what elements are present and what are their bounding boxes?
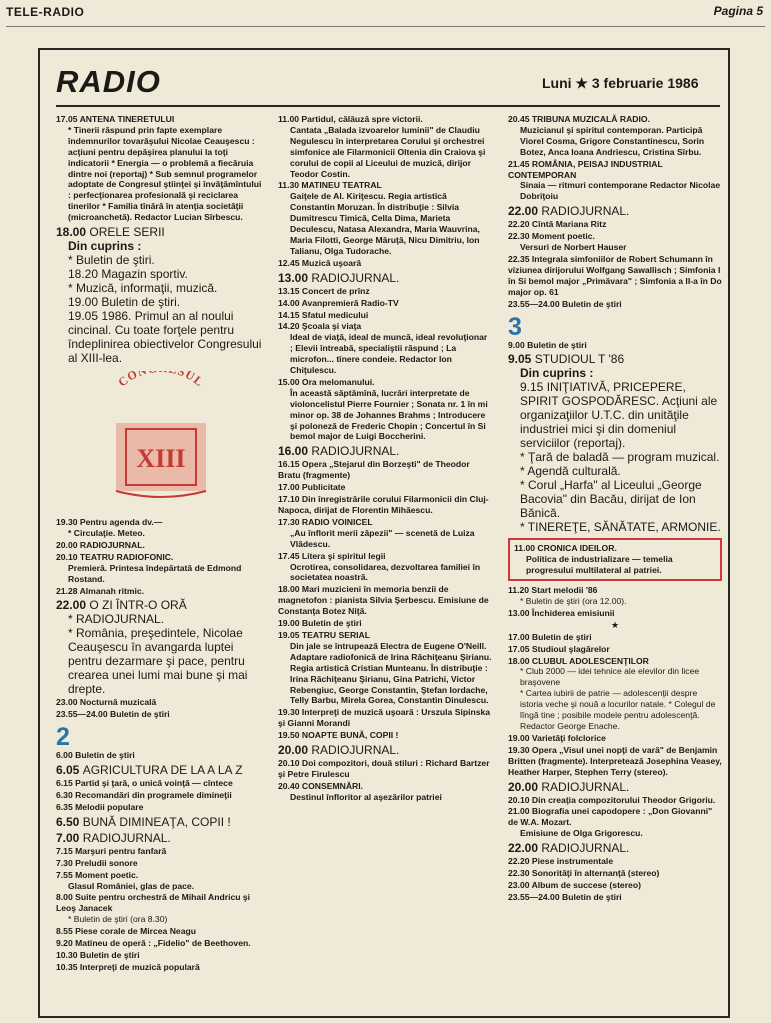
program-title: TRIBUNA MUZICALĂ RADIO.: [531, 114, 650, 124]
program-item: [508, 219, 722, 230]
program-time: 6.05: [56, 763, 83, 778]
program-time: 15.00: [278, 376, 302, 387]
program-item: [56, 802, 262, 813]
program-title: Mari muzicieni în memoria benzii de magnetofon : pianista Silvia Şerbescu. Emisiune de Constanţa Botez Niţă.: [278, 584, 489, 617]
program-title: RADIOJURNAL.: [311, 444, 400, 459]
program-description: Gaiţele de Al. Kiriţescu. Regia artistică Constantin Moruzan. În distribuţie : Silvia Dumitrescu Timică, Cella Dima, Marieta Deculescu, Natasa Alexandra, Maria Wauvrina, Maria Filotti, George Măruţă, Nicu Dimitriu, Ion Talianu, Olga Tudorache.: [290, 191, 480, 256]
program-time: 6.15: [56, 778, 76, 789]
program-title: Avanpremieră Radio-TV: [301, 297, 399, 308]
program-item: [508, 868, 722, 879]
program-time: 19.50: [278, 730, 302, 741]
program-title: Preludii sonore: [75, 857, 138, 868]
program-item: [56, 815, 262, 829]
program-item: [508, 585, 722, 607]
program-item: [56, 790, 262, 801]
program-time: 20.45: [508, 114, 532, 124]
program-item: [278, 321, 492, 376]
program-item: [508, 892, 722, 903]
program-title: Melodii populare: [75, 801, 144, 812]
program-item: [508, 856, 722, 867]
program-title: Piese instrumentale: [531, 856, 614, 867]
program-item: [278, 377, 492, 442]
program-item: [56, 926, 262, 937]
program-time: 20.00: [278, 743, 312, 758]
program-title: ROMÂNIA, PEISAJ INDUSTRIAL CONTEMPORAN: [508, 158, 663, 180]
program-time: 7.00: [56, 830, 83, 845]
program-title: TEATRU SERIAL: [301, 629, 371, 640]
program-time: 11.30: [278, 180, 302, 191]
program-title: Cîntă Mariana Ritz: [531, 219, 607, 230]
program-title: Almanah ritmic.: [79, 585, 145, 596]
highlight-box: [508, 538, 722, 581]
program-title: Interpreţi de muzică uşoară : Urszula Sipinska şi Gianni Morandi: [278, 707, 491, 729]
program-title: O ZI ÎNTR-O ORĂ: [89, 598, 187, 613]
program-title: Piese corale de Mircea Neagu: [75, 926, 196, 937]
program-title: Doi compozitori, două stiluri : Richard Bartzer şi Petre Firulescu: [278, 758, 490, 779]
program-title: Marşuri pentru fanfară: [75, 845, 167, 856]
program-title: Buletin de ştiri: [75, 750, 135, 761]
program-time: 19.00: [508, 732, 532, 743]
program-item: [56, 763, 262, 777]
program-item: [278, 630, 492, 706]
program-subitem: * România, preşedintele, Nicolae Ceauşescu în avangarda luptei pentru dezarmare şi pace, pentru crearea unei lumi mai bune şi mai drepte.: [68, 626, 248, 697]
program-item: [278, 444, 492, 458]
program-description: „Au înflorit merii zăpezii" — scenetă de Luiza Vlădescu.: [290, 527, 475, 549]
program-subitem: * TINEREŢE, SĂNĂTATE, ARMONIE.: [520, 520, 721, 535]
program-time: 17.30: [278, 516, 302, 527]
program-title: Moment poetic.: [531, 231, 595, 242]
program-time: 16.00: [278, 444, 312, 459]
program-description: Premieră. Printesa îndepărtată de Edmond Rostand.: [68, 562, 242, 584]
program-time: 22.20: [508, 856, 532, 867]
page-number: Pagina 5: [713, 4, 763, 18]
program-description: Politica de industrializare — temelia progresului multilateral al patriei.: [526, 554, 673, 576]
program-time: 17.45: [278, 550, 302, 561]
program-title: Buletin de ştiri: [527, 339, 587, 350]
program-subitem: Redactor George Enache.: [520, 721, 620, 731]
program-item: [508, 644, 722, 655]
program-title: Buletin de ştiri: [301, 618, 362, 629]
program-title: Concert de prînz: [301, 285, 370, 296]
emblem-shape: [116, 491, 206, 497]
program-item: [56, 114, 262, 223]
column-2: [278, 114, 492, 804]
program-time: 7.30: [56, 857, 76, 868]
program-time: 8.55: [56, 926, 76, 937]
program-time: 19.30: [508, 744, 532, 755]
program-time: 22.00: [56, 598, 90, 613]
program-time-title: 11.00 CRONICA IDEILOR.: [514, 543, 617, 554]
program-title: RADIOJURNAL.: [82, 830, 171, 845]
program-item: [278, 584, 492, 617]
program-time: 10.35: [56, 961, 80, 972]
program-time: 7.55: [56, 869, 76, 880]
program-subitem: * Ţară de baladă — program muzical.: [520, 450, 720, 465]
program-time: 16.15: [278, 459, 302, 470]
program-subitem: * RADIOJURNAL.: [68, 612, 165, 627]
program-item: [508, 608, 722, 619]
program-time: 19.30: [56, 517, 80, 528]
title-rule: [56, 105, 720, 107]
program-time: 20.00: [56, 539, 80, 550]
program-item: [278, 114, 492, 179]
program-time: 17.10: [278, 494, 302, 505]
program-item: [278, 551, 492, 584]
program-item: [508, 340, 722, 351]
program-title: Buletin de ştiri: [531, 631, 592, 642]
program-subitem: 9.15 INIŢIATIVĂ, PRICEPERE, SPIRIT GOSPODĂRESC. Acţiuni ale organizaţiilor U.T.C. din unităţile industriei mici şi din domeniul serviciilor (reportaj).: [520, 380, 718, 451]
program-item: [278, 482, 492, 493]
program-item: [508, 352, 722, 534]
program-description: Emisiune de Olga Grigorescu.: [520, 828, 643, 839]
program-time: 20.10: [278, 758, 302, 769]
program-subitem: * Buletin de ştiri (ora 12.00).: [520, 596, 627, 607]
program-title: RADIOJURNAL.: [311, 743, 400, 758]
program-subitem: * Muzică, informaţii, muzică.: [68, 281, 218, 296]
program-time: 21.00: [508, 806, 532, 817]
program-item: [56, 225, 262, 365]
program-title: Opera „Stejarul din Borzeşti" de Theodor Bratu (fragmente): [278, 459, 470, 481]
program-title: RADIOJURNAL.: [311, 270, 400, 285]
program-time: 17.00: [278, 482, 302, 493]
program-title: Buletin de ştiri: [562, 891, 622, 902]
program-time: 22.30: [508, 868, 532, 879]
program-title: RADIOJURNAL.: [541, 841, 630, 856]
program-title: Litera şi spiritul legii: [301, 550, 386, 561]
program-title: Biografia unei capodopere : „Don Giovanni" de W.A. Mozart.: [508, 806, 713, 828]
program-item: [56, 938, 262, 949]
program-description: Muzicianul şi spiritul contemporan. Participă Viorel Cosma, Grigore Constantinescu, Sorin Botez, Anca Ioana Andriescu, Cristina Sîrbu.: [520, 124, 705, 157]
program-item: [56, 598, 262, 696]
program-title: ANTENA TINERETULUI: [79, 114, 175, 124]
program-item: [508, 159, 722, 203]
program-time: 18.00: [508, 655, 532, 666]
program-item: [278, 618, 492, 629]
publication-name: TELE-RADIO: [6, 5, 85, 19]
program-time: 7.15: [56, 845, 76, 856]
program-item: [56, 858, 262, 869]
separator-star: ★: [610, 619, 620, 630]
program-title: Buletin de ştiri: [562, 298, 622, 309]
page-header: [6, 4, 765, 27]
program-time: 14.00: [278, 297, 302, 308]
program-time: 9.00: [508, 339, 528, 350]
program-subitem: * Club 2000 — idei tehnice ale elevilor din licee braşovene: [520, 666, 700, 688]
program-item: [56, 586, 262, 597]
program-item: [56, 870, 262, 892]
program-description: Glasul României, glas de pace.: [68, 880, 195, 891]
program-title: Sonorităţi în alternanţă (stereo): [531, 868, 660, 879]
page-title: RADIO: [56, 64, 161, 99]
program-title: Nocturnă muzicală: [79, 697, 157, 708]
program-time: 14.15: [278, 309, 302, 320]
program-item: [56, 709, 262, 720]
program-description: Versuri de Norbert Hauser: [520, 242, 627, 253]
program-item: [508, 299, 722, 310]
program-title: Recomandări din programele dimineţii: [75, 790, 232, 801]
program-subitem: 18.20 Magazin sportiv.: [68, 267, 188, 282]
program-time: 22.30: [508, 231, 532, 242]
day-number: 3: [508, 312, 522, 341]
program-item: [278, 707, 492, 729]
program-item: [278, 180, 492, 256]
program-title: Varietăţi folclorice: [531, 732, 606, 743]
program-title: Integrala simfoniilor de Robert Schumann în viziunea dirijorului Wolfgang Sawallisch ; Simfonia I în Si bemol major „Primăvara" ; Simfonia a II-a în Do major op. 61: [508, 253, 722, 297]
program-time: 23.00: [56, 697, 80, 708]
program-subitem: 19.00 Buletin de ştiri.: [68, 295, 181, 310]
program-title: TEATRU RADIOFONIC.: [79, 551, 174, 562]
emblem-numeral: XIII: [136, 444, 186, 474]
program-description: Ocrotirea, consolidarea, dezvoltarea familiei în societatea noastră.: [290, 561, 481, 583]
program-item: [508, 745, 722, 778]
program-item: [508, 231, 722, 253]
day-number: 2: [56, 723, 70, 752]
emblem-shape: [115, 371, 206, 389]
program-subitem: * Corul „Harfa" al Liceului „George Bacovia" din Bacău, dirijat de Ion Bănică.: [520, 478, 702, 521]
program-title: Publicitate: [301, 482, 346, 493]
program-subitem: * Buletin de ştiri.: [68, 253, 155, 268]
program-title: Opera „Visul unei nopţi de vară" de Benjamin Britten (fragmente). Interpretează Josephina Veasey, Heather Harper, Stephen Terry (stereo).: [508, 744, 722, 777]
program-title: ORELE SERII: [89, 225, 165, 240]
program-description: Din cuprins :: [68, 239, 142, 254]
column-1: [56, 114, 262, 974]
program-time: 12.45: [278, 257, 302, 268]
program-title: RADIOJURNAL.: [541, 204, 630, 219]
program-time: 6.50: [56, 814, 83, 829]
program-item: [278, 781, 492, 803]
program-title: BUNĂ DIMINEAŢA, COPII !: [82, 814, 231, 829]
program-item: [508, 114, 722, 158]
program-title: STUDIOUL T '86: [534, 352, 625, 367]
program-title: CLUBUL ADOLESCENŢILOR: [531, 655, 649, 666]
program-title: Album de succese (stereo): [531, 879, 641, 890]
program-time: 18.00: [56, 225, 90, 240]
program-item: [278, 730, 492, 741]
program-time: 10.30: [56, 950, 80, 960]
program-time: 20.40: [278, 780, 302, 791]
program-time: 23.55—24.00: [56, 709, 110, 720]
program-title: Partid şi ţară, o unică voinţă — cîntece: [75, 778, 233, 789]
program-time: 19.05: [278, 629, 302, 640]
program-title: Buletin de ştiri: [79, 950, 140, 960]
program-item: [508, 806, 722, 839]
program-description: * Circulaţie. Meteo.: [68, 527, 145, 538]
program-description: Destinul înfloritor al aşezărilor patriei: [290, 791, 442, 802]
program-time: 21.45: [508, 158, 532, 169]
program-time: 6.00: [56, 750, 76, 761]
program-item: [278, 286, 492, 297]
column-3: [508, 114, 722, 904]
program-description: * Tinerii răspund prin fapte exemplare îndemnurilor tovarăşului Nicolae Ceauşescu : acţiuni pentru depăşirea planului la toţi indicatorii * Energia — o problemă a fiecăruia dintre noi (reportaj) * Sub semnul programelor adoptate de Congresul ştiinţei şi învăţămîntului : perfecţionarea profesională şi reciclarea tinerilor * Familia tînără în atenţia societăţii (microanchetă). Redactor Lucian Sîrbescu.: [68, 124, 262, 223]
program-time: 20.10: [508, 794, 532, 805]
emblem-arc-text: CO SUL: [115, 371, 207, 390]
program-time: 18.00: [278, 584, 302, 595]
program-item: [508, 795, 722, 806]
program-time: 22.35: [508, 253, 532, 264]
program-time: 8.00: [56, 892, 76, 903]
program-time: 17.05: [508, 643, 532, 654]
program-subitem: * Cartea iubirii de patrie — adolescenţii despre istoria veche şi nouă a locurilor natale. * Colegul de lîngă tine ; posibile modele pentru adolescenţă.: [520, 688, 716, 721]
program-title: RADIOJURNAL.: [541, 779, 630, 794]
program-time: 6.30: [56, 790, 76, 801]
program-item: [508, 204, 722, 218]
program-time: 23.55—24.00: [508, 298, 562, 309]
program-item: [56, 552, 262, 585]
program-item: [278, 271, 492, 285]
program-item: [56, 540, 262, 551]
program-time: 17.05: [56, 114, 80, 124]
program-item: [278, 258, 492, 269]
program-title: AGRICULTURA DE LA A LA Z: [82, 763, 243, 778]
program-time: 22.00: [508, 204, 542, 219]
program-time: 20.10: [56, 551, 80, 562]
program-description: Sinaia — ritmuri contemporane Redactor Nicolae Dobriţoiu: [520, 180, 721, 202]
program-title: NOAPTE BUNĂ, COPII !: [301, 730, 399, 741]
program-title: Sfatul medicului: [301, 309, 369, 320]
program-title: Din creaţia compozitorului Theodor Grigoriu.: [531, 794, 716, 805]
program-time: 13.00: [278, 270, 312, 285]
program-item: [56, 892, 262, 925]
program-title: Pentru agenda dv.—: [79, 517, 163, 528]
program-item: [278, 494, 492, 516]
program-title: RADIO VOINICEL: [301, 516, 373, 527]
program-item: [508, 880, 722, 891]
program-description: Din cuprins :: [520, 366, 594, 381]
program-subitem: * Buletin de ştiri (ora 8.30): [68, 914, 168, 925]
program-item: [56, 950, 262, 961]
program-time: 9.05: [508, 352, 535, 367]
program-description: Cantata „Balada izvoarelor luminii" de Claudiu Negulescu în interpretarea Corului şi orchestrei simfonice ale Filarmonicii Oltenia din Craiova şi corului de copii al Liceului de muzică, dirijor Teodor Costin.: [290, 124, 486, 179]
program-title: MATINEU TEATRAL: [301, 180, 382, 191]
program-item: [508, 733, 722, 744]
program-title: RADIOJURNAL.: [79, 539, 145, 550]
program-item: [56, 831, 262, 845]
program-time: 11.00: [278, 114, 302, 124]
program-time: 22.20: [508, 219, 532, 230]
program-description: Din jale se întrupează Electra de Eugene O'Neill. Adaptare radiofonică de Irina Răchiţeanu Şirianu. Regia artistică Cristian Munteanu. În distribuţie : Irina Răchiţeanu Şirianu, Gina Patrichi, Victor Rebengiuc, George Constantin, Ştefan Iordache, Telly Barbu, Mirela Gorea, Constantin Dinulescu.: [290, 640, 492, 706]
congress-emblem: [86, 371, 236, 509]
program-item: [56, 750, 262, 761]
program-item: [278, 758, 492, 780]
program-title: Din înregistrările corului Filarmonicii din Cluj-Napoca, dirijat de Florentin Mihăescu.: [278, 494, 489, 515]
program-item: [508, 632, 722, 643]
program-description: În această săptămînă, lucrări interpretate de violoncelistul Pierre Fournier ; Sonata nr. 1 în mi minor op. 38 de Johannes Brahms ; Introducere şi poloneză de Frederic Chopin ; Concertul în Si bemol major de Luigi Boccherini.: [290, 387, 488, 442]
program-item: [56, 846, 262, 857]
program-item: [56, 517, 262, 539]
program-subitem: 19.05 1986. Primul an al noului cincinal. Cu toate forţele pentru îndeplinirea obiectivelor Congresului al XIII-lea.: [68, 309, 262, 366]
program-time: 19.00: [278, 618, 302, 629]
program-item: [278, 459, 492, 481]
program-title: Moment poetic.: [75, 869, 139, 880]
program-time: 23.00: [508, 879, 532, 890]
program-item: [56, 697, 262, 708]
program-item: [56, 778, 262, 789]
emblem-shape: [86, 371, 236, 509]
program-title: Studioul şlagărelor: [531, 643, 610, 654]
program-title: Muzică uşoară: [301, 257, 362, 268]
program-time: 17.00: [508, 631, 532, 642]
program-title: Şcoala şi viaţa: [301, 321, 362, 332]
program-item: [278, 743, 492, 757]
program-item: [508, 254, 722, 298]
program-time: 21.28: [56, 585, 80, 596]
program-time: 11.20: [508, 585, 532, 596]
program-time: 14.20: [278, 321, 302, 332]
program-item: [278, 298, 492, 309]
program-title: CONSEMNĂRI.: [301, 780, 364, 791]
program-time: 19.30: [278, 707, 302, 718]
program-subitem: * Agendă culturală.: [520, 464, 621, 479]
program-time: 20.00: [508, 779, 542, 794]
program-time: 22.00: [508, 841, 542, 856]
program-title: Interpreţi de muzică populară: [79, 961, 200, 972]
program-item: [508, 780, 722, 794]
program-description: Ideal de viaţă, ideal de muncă, ideal revoluţionar ; Elevii întreabă, specialiştii răspund ; La microfon... tînere condeie. Redactor Ion Chiţulescu.: [290, 332, 488, 376]
program-item: [508, 841, 722, 855]
program-time: 6.35: [56, 801, 76, 812]
program-time: 23.55—24.00: [508, 891, 562, 902]
date-line: Luni ★ 3 februarie 1986: [542, 75, 699, 91]
program-item: [278, 310, 492, 321]
program-title: Suite pentru orchestră de Mihail Andricu şi Leoş Janacek: [56, 892, 251, 914]
program-title: Start melodii '86: [531, 585, 598, 596]
program-time: 13.00: [508, 607, 532, 618]
program-time: 9.20: [56, 938, 76, 949]
program-title: Matineu de operă : „Fidelio" de Beethoven.: [75, 938, 251, 949]
program-time: 13.15: [278, 285, 302, 296]
program-item: [508, 656, 722, 732]
program-title: Buletin de ştiri: [110, 709, 170, 720]
program-title: Partidul, călăuză spre victorii.: [301, 114, 423, 124]
program-item: [278, 517, 492, 550]
program-title: Ora melomanului.: [301, 376, 375, 387]
program-item: [56, 962, 262, 973]
program-title: Închiderea emisiunii: [531, 607, 615, 618]
